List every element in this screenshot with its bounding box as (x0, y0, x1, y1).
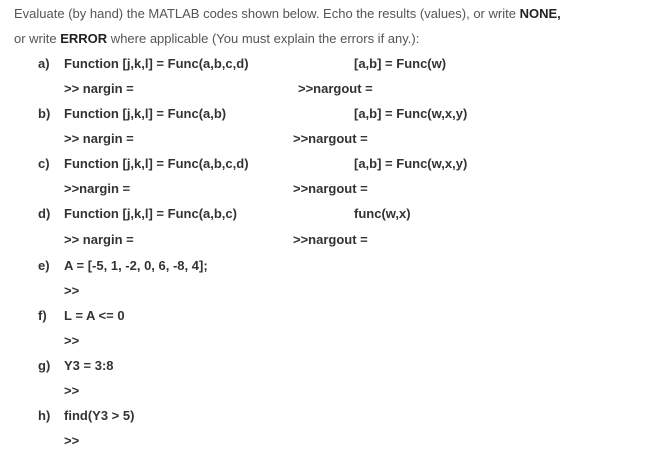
instructions-text: Evaluate (by hand) the MATLAB codes shown below. Echo the results (values), or write (14, 6, 520, 21)
function-call: func(w,x) (354, 206, 411, 221)
instructions-text: or write (14, 31, 61, 46)
code-statement: L = A <= 0 (64, 308, 125, 323)
code-statement: A = [-5, 1, -2, 0, 6, -8, 4]; (64, 258, 208, 273)
instructions-line-1 (14, 6, 561, 21)
function-header: Function [j,k,l] = Func(a,b,c,d) (64, 156, 249, 171)
nargout-prompt: >>nargout = (293, 232, 368, 247)
item-label: b) (38, 106, 51, 121)
nargin-prompt: >>nargin = (64, 181, 131, 196)
function-header: Function [j,k,l] = Func(a,b,c) (64, 206, 237, 221)
function-call: [a,b] = Func(w,x,y) (354, 106, 468, 121)
item-label: c) (38, 156, 50, 171)
function-header: Function [j,k,l] = Func(a,b,c,d) (64, 56, 249, 71)
code-statement: find(Y3 > 5) (64, 408, 135, 423)
item-label: h) (38, 408, 51, 423)
item-label: g) (38, 358, 51, 373)
nargout-prompt: >>nargout = (293, 181, 368, 196)
command-prompt: >> (64, 433, 80, 448)
instructions-line-2 (14, 31, 419, 46)
nargout-prompt: >>nargout = (293, 131, 368, 146)
instructions-emphasis-none: NONE, (519, 6, 561, 21)
nargin-prompt: >> nargin = (64, 131, 134, 146)
function-call: [a,b] = Func(w,x,y) (354, 156, 468, 171)
item-label: e) (38, 258, 50, 273)
instructions-emphasis-error: ERROR (60, 31, 108, 46)
function-call: [a,b] = Func(w) (354, 56, 447, 71)
item-label: a) (38, 56, 50, 71)
instructions-text: where applicable (You must explain the errors if any.): (107, 31, 420, 46)
nargin-prompt: >> nargin = (64, 232, 134, 247)
command-prompt: >> (64, 333, 80, 348)
code-statement: Y3 = 3:8 (64, 358, 114, 373)
item-label: f) (38, 308, 47, 323)
item-label: d) (38, 206, 51, 221)
command-prompt: >> (64, 383, 80, 398)
command-prompt: >> (64, 283, 80, 298)
nargout-prompt: >>nargout = (298, 81, 373, 96)
function-header: Function [j,k,l] = Func(a,b) (64, 106, 227, 121)
nargin-prompt: >> nargin = (64, 81, 134, 96)
